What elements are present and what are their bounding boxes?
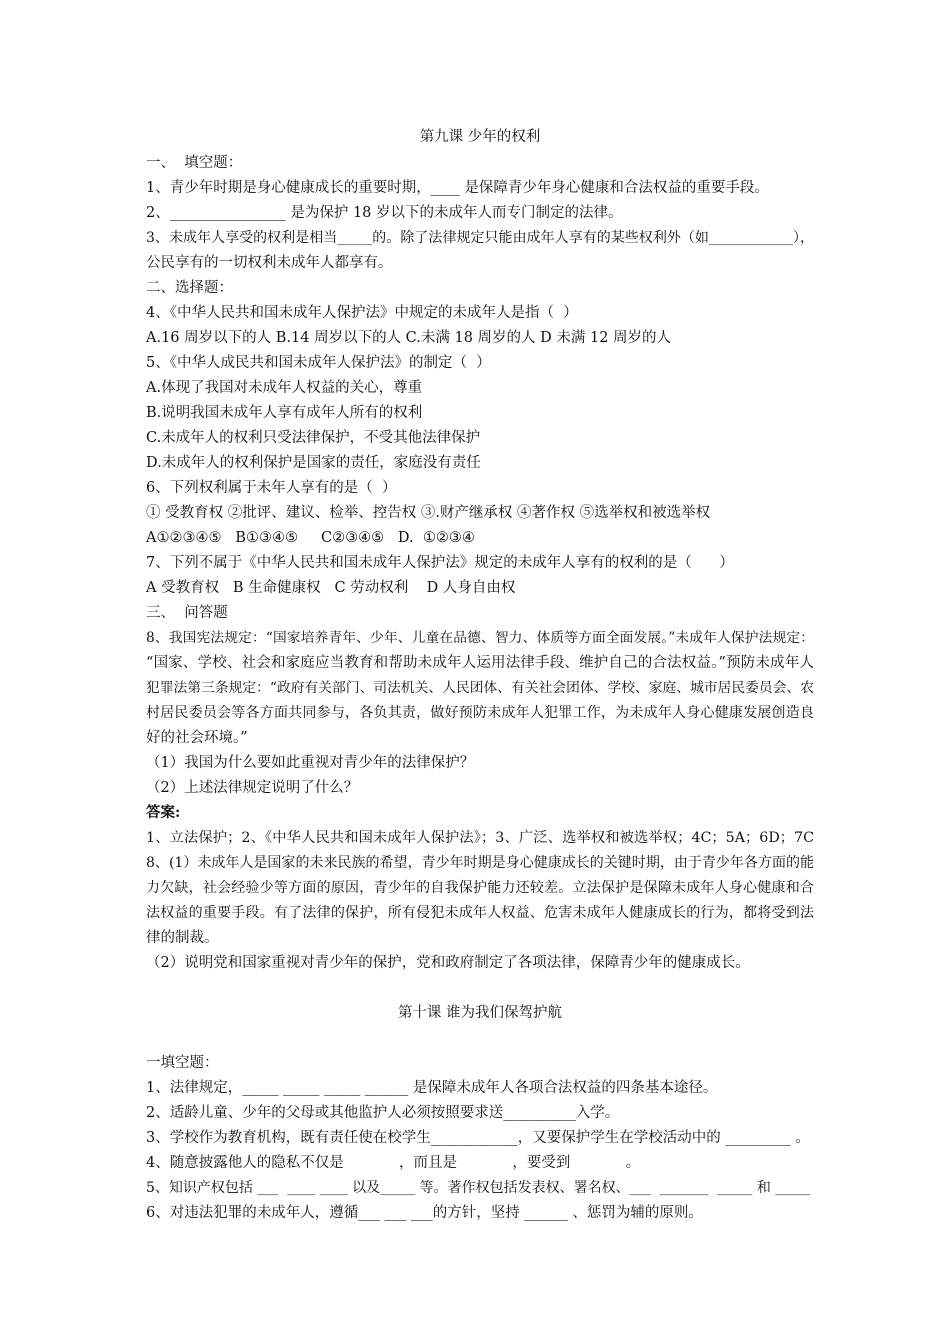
lesson10-question-2: 2、适龄儿童、少年的父母或其他监护人必须按照要求送__________入学。: [146, 1105, 620, 1121]
lesson10-question-1: 1、法律规定，_____ _____ _____ ______ 是保障未成年人各项合法权益的四条基本途径。: [146, 1080, 718, 1096]
question-8-line1: 8、我国宪法规定：“国家培养青年、少年、儿童在品德、智力、体质等方面全面发展。”未成年人保护法规定：: [146, 630, 814, 646]
lesson10-question-4: 4、随意披露他人的隐私不仅是 ，而且是 ，要受到 。: [146, 1155, 641, 1171]
question-8-line4: 村居民委员会等各方面共同参与，各负其责，做好预防未成年人犯罪工作，为未成年人身心健康发展创造良: [146, 705, 814, 721]
question-5-option-d: D.未成年人的权利保护是国家的责任，家庭没有责任: [146, 455, 481, 471]
question-6-options: A①②③④⑤ B①③④⑤ C②③④⑤ D. ①②③④: [146, 530, 475, 546]
question-5-option-b: B.说明我国未成年人享有成年人所有的权利: [146, 405, 423, 421]
lesson10-fill-heading: 一填空题：: [146, 1055, 219, 1071]
lesson10-question-3: 3、学校作为教育机构，既有责任使在校学生____________，又要保护学生在学校活动中的 _________ 。: [146, 1130, 810, 1146]
answer-8-line5: （2）说明党和国家重视对青少年的保护，党和政府制定了各项法律，保障青少年的健康成长。: [146, 955, 750, 971]
question-8-line3: 犯罪法第三条规定：“政府有关部门、司法机关、人民团体、有关社会团体、学校、家庭、城市居民委员会、农: [146, 680, 814, 696]
question-4: 4、《中华人民共和国未成年人保护法》中规定的未成年人是指（ ）: [146, 305, 578, 321]
section-essay-heading: 三、 问答题: [146, 605, 228, 621]
question-5: 5、《中华人成民共和国未成年人保护法》的制定（ ）: [146, 355, 491, 371]
question-3-line1: 3、未成年人享受的权利是相当_____的。除了法律规定只能由成年人享有的某些权利外（如____________），: [146, 230, 814, 246]
question-7-options: A 受教育权 B 生命健康权 C 劳动权利 D 人身自由权: [146, 580, 516, 596]
lesson10-question-6: 6、对违法犯罪的未成年人，遵循___ ___ ___的方针，坚持 ______ 、惩罚为辅的原则。: [146, 1205, 703, 1221]
question-8-sub2: （2）上述法律规定说明了什么？: [146, 780, 359, 796]
question-6: 6、下列权利属于未年人享有的是（ ）: [146, 480, 397, 496]
answer-8-line1: 8、(1）未成年人是国家的未来民族的希望，青少年时期是身心健康成长的关键时期，由于青少年各方面的能: [146, 855, 814, 871]
answer-8-line2: 力欠缺，社会经验少等方面的原因，青少年的自我保护能力还较差。立法保护是保障未成年人身心健康和合: [146, 880, 814, 896]
lesson10-question-5: 5、知识产权包括 ___ ____ ____ 以及_____ 等。著作权包括发表权、署名权、___ _______ _____ 和 _____: [146, 1180, 811, 1196]
question-2: 2、________________ 是为保护 18 岁以下的未成年人而专门制定的法律。: [146, 205, 623, 221]
question-1: 1、青少年时期是身心健康成长的重要时期，____ 是保障青少年身心健康和合法权益的重要手段。: [146, 180, 769, 196]
answer-1-7: 1、立法保护；2、《中华人民共和国未成年人保护法》；3、广泛、选举权和被选举权；4C；5A；6D；7C: [146, 830, 814, 846]
question-5-option-c: C.未成年人的权利只受法律保护，不受其他法律保护: [146, 430, 481, 446]
question-4-options: A.16 周岁以下的人 B.14 周岁以下的人 C.未满 18 周岁的人 D 未满 12 周岁的人: [146, 330, 672, 346]
answer-8-line3: 法权益的重要手段。有了法律的保护，所有侵犯未成年人权益、危害未成年人健康成长的行为，都将受到法: [146, 905, 814, 921]
lesson9-title: 第九课 少年的权利: [419, 129, 541, 145]
answer-heading: 答案:: [146, 804, 181, 821]
question-7: 7、下列不属于《中华人民共和国未成年人保护法》规定的未成年人享有的权利的是（ ）: [146, 555, 734, 571]
question-3-line2: 公民享有的一切权利未成年人都享有。: [146, 255, 393, 271]
question-8-sub1: （1）我国为什么要如此重视对青少年的法律保护？: [146, 755, 475, 771]
question-6-items: ① 受教育权 ②批评、建议、检举、控告权 ③.财产继承权 ④著作权 ⑤选举权和被选举权: [146, 505, 711, 521]
question-5-option-a: A.体现了我国对未成年人权益的关心，尊重: [146, 380, 423, 396]
section-choice-heading: 二、选择题：: [146, 280, 233, 296]
question-8-line5: 好的社会环境。”: [146, 730, 248, 746]
answer-8-line4: 律的制裁。: [146, 930, 219, 946]
question-8-line2: “国家、学校、社会和家庭应当教育和帮助未成年人运用法律手段、维护自己的合法权益。”预防未成年人: [146, 655, 814, 671]
section-fill-heading: 一、 填空题：: [146, 155, 243, 171]
lesson10-title: 第十课 谁为我们保驾护航: [397, 1005, 563, 1021]
